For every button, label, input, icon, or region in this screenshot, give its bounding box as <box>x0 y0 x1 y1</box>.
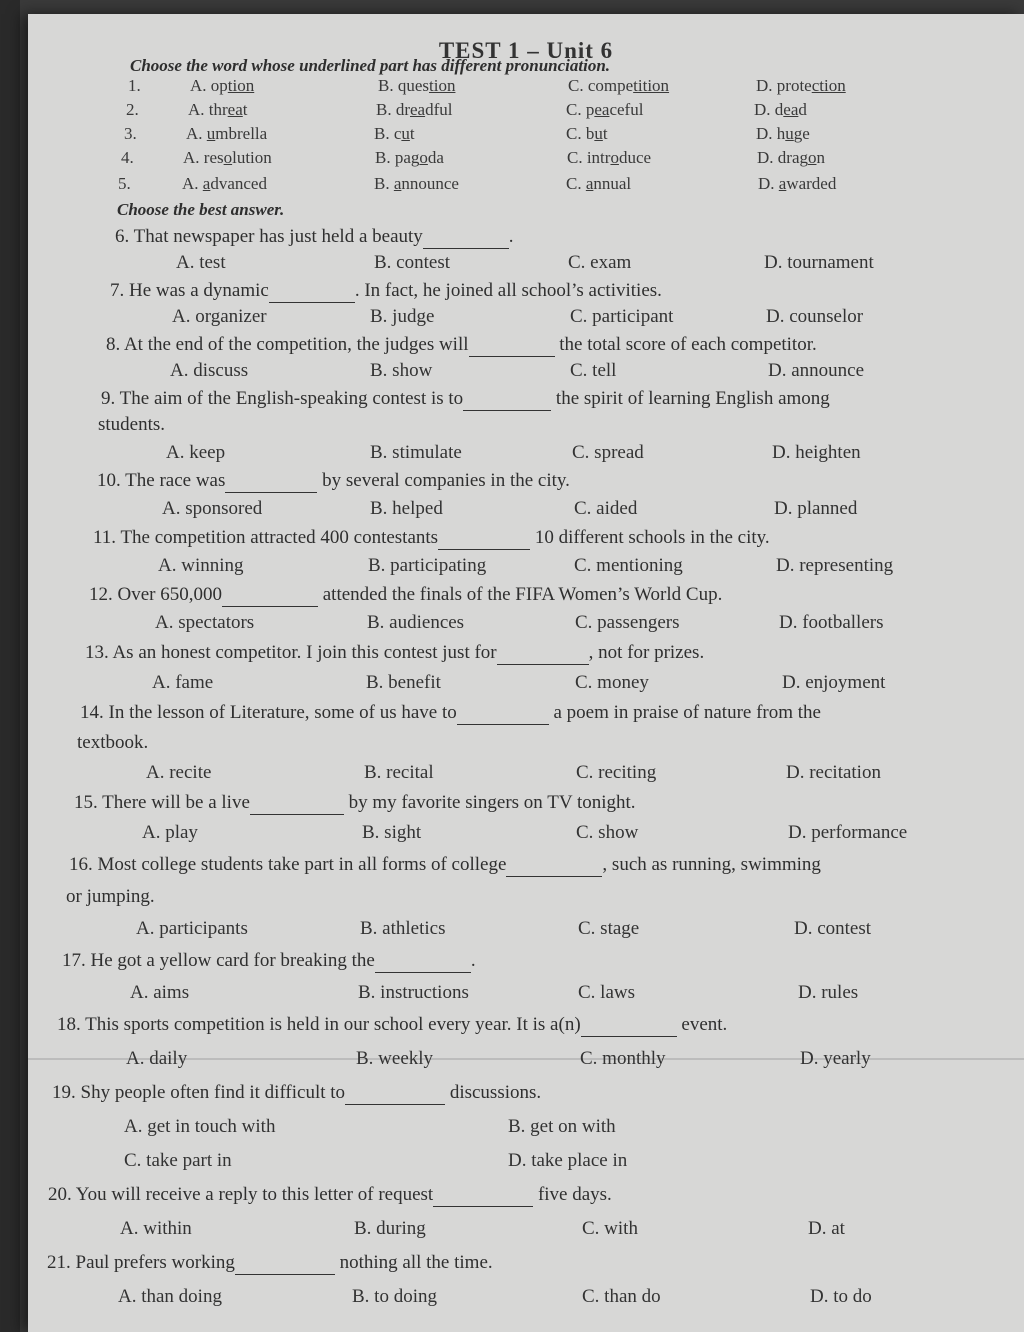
answer-blank[interactable] <box>581 1014 677 1037</box>
pronunciation-item <box>124 124 984 146</box>
answer-option[interactable]: B. during <box>354 1218 426 1239</box>
answer-options <box>120 1218 1020 1242</box>
pronunciation-item <box>128 76 988 98</box>
answer-option[interactable]: D. tournament <box>764 252 874 273</box>
pronunciation-option: A. resolution <box>183 148 272 167</box>
answer-options <box>176 252 1024 276</box>
underlined-part: u <box>401 124 410 143</box>
answer-options <box>155 612 1024 636</box>
answer-option[interactable]: D. heighten <box>772 442 861 463</box>
answer-option[interactable]: B. participating <box>368 555 487 576</box>
answer-option[interactable]: A. play <box>142 822 198 843</box>
answer-options <box>118 1286 1018 1310</box>
answer-option[interactable]: C. money <box>575 672 649 693</box>
item-number: 5. <box>118 174 131 193</box>
pronunciation-item <box>121 148 981 170</box>
question-text-continued: students. <box>98 414 166 435</box>
answer-option[interactable]: A. participants <box>136 918 248 939</box>
answer-options <box>124 1150 1024 1174</box>
answer-option[interactable]: D. footballers <box>779 612 884 633</box>
answer-option[interactable]: B. benefit <box>366 672 441 693</box>
question-text: 6. That newspaper has just held a beauty . <box>115 226 514 247</box>
answer-option[interactable]: D. representing <box>776 555 894 576</box>
answer-blank[interactable] <box>438 527 530 550</box>
question-text: 11. The competition attracted 400 contestants 10 different schools in the city. <box>93 527 770 548</box>
answer-options <box>124 1116 1024 1140</box>
answer-option[interactable]: C. passengers <box>575 612 680 633</box>
item-number: 4. <box>121 148 134 167</box>
pronunciation-option: B. cut <box>374 124 415 143</box>
answer-option[interactable]: B. show <box>370 360 433 381</box>
answer-option[interactable]: D. counselor <box>766 306 864 327</box>
section-best-answer-heading: Choose the best answer. <box>117 200 285 219</box>
underlined-part: o <box>223 148 233 167</box>
answer-option[interactable]: A. daily <box>126 1048 188 1069</box>
answer-option[interactable]: C. than do <box>582 1286 661 1307</box>
answer-option[interactable]: A. test <box>176 252 226 273</box>
underlined-part: ction <box>811 76 846 95</box>
answer-option[interactable]: B. weekly <box>356 1048 434 1069</box>
answer-blank[interactable] <box>497 642 589 665</box>
answer-option[interactable]: D. take place in <box>508 1150 628 1171</box>
section-pronunciation-heading: Choose the word whose underlined part has different pronunciation. <box>130 56 611 75</box>
answer-blank[interactable] <box>469 334 555 357</box>
pronunciation-option: B. question <box>378 76 456 95</box>
answer-options <box>142 822 1024 846</box>
answer-options <box>130 982 1024 1006</box>
answer-option[interactable]: A. sponsored <box>162 498 263 519</box>
answer-options <box>152 672 1024 696</box>
answer-blank[interactable] <box>423 226 509 249</box>
answer-blank[interactable] <box>463 388 551 411</box>
answer-option[interactable]: C. reciting <box>576 762 657 783</box>
underlined-part: a <box>585 174 594 193</box>
pronunciation-item <box>118 174 978 196</box>
answer-blank[interactable] <box>250 792 344 815</box>
underlined-part: tion <box>429 76 456 95</box>
answer-blank[interactable] <box>375 950 471 973</box>
pronunciation-option: D. dragon <box>757 148 825 167</box>
answer-option[interactable]: A. than doing <box>118 1286 222 1307</box>
question-text: 9. The aim of the English-speaking contest is to the spirit of learning English among <box>101 388 830 409</box>
underlined-part: u <box>785 124 794 143</box>
underlined-part: o <box>419 148 428 167</box>
answer-option[interactable]: B. recital <box>364 762 434 783</box>
pronunciation-option: B. dreadful <box>376 100 453 119</box>
answer-option[interactable]: D. yearly <box>800 1048 871 1069</box>
underlined-part: u <box>206 124 216 143</box>
answer-blank[interactable] <box>457 702 549 725</box>
question-text: 13. As an honest competitor. I join this contest just for , not for prizes. <box>85 642 705 663</box>
answer-option[interactable]: A. keep <box>166 442 226 463</box>
answer-option[interactable]: A. recite <box>146 762 212 783</box>
answer-options <box>166 442 1024 466</box>
underlined-part: tion <box>227 76 255 95</box>
answer-option[interactable]: B. get on with <box>508 1116 616 1137</box>
answer-blank[interactable] <box>269 280 355 303</box>
underlined-part: a <box>393 174 402 193</box>
underlined-part: ea <box>783 100 799 119</box>
underlined-part: a <box>778 174 787 193</box>
answer-option[interactable]: B. contest <box>374 252 450 273</box>
pronunciation-option: C. annual <box>566 174 632 193</box>
answer-option[interactable]: D. planned <box>774 498 858 519</box>
answer-blank[interactable] <box>433 1184 533 1207</box>
question-text: 10. The race was by several companies in the city. <box>97 470 570 491</box>
answer-option[interactable]: C. laws <box>578 982 635 1003</box>
answer-option[interactable]: D. enjoyment <box>782 672 886 693</box>
answer-options <box>158 555 1024 579</box>
question-text: 16. Most college students take part in all forms of college , such as running, swimming <box>69 854 821 875</box>
answer-option[interactable]: A. within <box>120 1218 192 1239</box>
pronunciation-option: A. umbrella <box>186 124 268 143</box>
item-number: 1. <box>128 76 141 95</box>
question-text: 7. He was a dynamic . In fact, he joined all school’s activities. <box>110 280 662 301</box>
item-number: 2. <box>126 100 139 119</box>
answer-options <box>162 498 1024 522</box>
answer-option[interactable]: A. winning <box>158 555 244 576</box>
pronunciation-option: D. protection <box>756 76 846 95</box>
question-text: 21. Paul prefers working nothing all the time. <box>47 1252 493 1273</box>
page-shadow-edge <box>0 0 20 1332</box>
underlined-part: u <box>594 124 603 143</box>
answer-option[interactable]: B. athletics <box>360 918 446 939</box>
answer-option[interactable]: B. to doing <box>352 1286 437 1307</box>
answer-option[interactable]: B. judge <box>370 306 435 327</box>
pronunciation-option: D. huge <box>756 124 810 143</box>
answer-option[interactable]: A. aims <box>130 982 190 1003</box>
answer-option[interactable]: D. contest <box>794 918 872 939</box>
answer-option[interactable]: C. aided <box>574 498 638 519</box>
pronunciation-option: B. announce <box>374 174 459 193</box>
answer-option[interactable]: A. fame <box>152 672 214 693</box>
underlined-part: ea <box>594 100 610 119</box>
underlined-part: o <box>807 148 817 167</box>
underlined-part: ea <box>410 100 426 119</box>
answer-option[interactable]: B. sight <box>362 822 422 843</box>
question-text: 8. At the end of the competition, the judges will the total score of each competitor. <box>106 334 817 355</box>
question-text: 14. In the lesson of Literature, some of us have to a poem in praise of nature from the <box>80 702 821 723</box>
question-text: 18. This sports competition is held in our school every year. It is a(n) event. <box>57 1014 728 1035</box>
answer-option[interactable]: D. recitation <box>786 762 881 783</box>
pronunciation-option: C. competition <box>568 76 670 95</box>
answer-options <box>136 918 1024 942</box>
underlined-part: ea <box>227 100 243 119</box>
pronunciation-option: D. dead <box>754 100 807 119</box>
answer-blank[interactable] <box>235 1252 335 1275</box>
answer-option[interactable]: C. take part in <box>124 1150 232 1171</box>
answer-option[interactable]: C. exam <box>568 252 632 273</box>
answer-option[interactable]: C. with <box>582 1218 638 1239</box>
answer-option[interactable]: C. mentioning <box>574 555 683 576</box>
answer-option[interactable]: A. spectators <box>155 612 255 633</box>
answer-options <box>146 762 1024 786</box>
underlined-part: tition <box>633 76 670 95</box>
answer-option[interactable]: C. monthly <box>580 1048 666 1069</box>
question-text: 19. Shy people often find it difficult to discussions. <box>52 1082 542 1103</box>
question-text-continued: or jumping. <box>66 886 155 907</box>
answer-option[interactable]: B. audiences <box>367 612 465 633</box>
pronunciation-option: C. but <box>566 124 608 143</box>
answer-blank[interactable] <box>222 584 318 607</box>
answer-option[interactable]: C. stage <box>578 918 640 939</box>
pronunciation-option: C. introduce <box>567 148 652 167</box>
answer-option[interactable]: C. participant <box>570 306 674 327</box>
answer-option[interactable]: D. performance <box>788 822 908 843</box>
pronunciation-option: B. pagoda <box>375 148 444 167</box>
page-title: TEST 1 – Unit 6 <box>438 38 614 63</box>
answer-option[interactable]: C. show <box>576 822 639 843</box>
question-text: 12. Over 650,000 attended the finals of the FIFA Women’s World Cup. <box>89 584 723 605</box>
answer-option[interactable]: D. rules <box>798 982 859 1003</box>
underlined-part: a <box>202 174 211 193</box>
question-text: 15. There will be a live by my favorite singers on TV tonight. <box>74 792 636 813</box>
answer-options <box>172 306 1024 330</box>
answer-option[interactable]: A. get in touch with <box>124 1116 276 1137</box>
answer-options <box>170 360 1024 384</box>
question-text: 20. You will receive a reply to this letter of request five days. <box>48 1184 612 1205</box>
item-number: 3. <box>124 124 137 143</box>
question-text: 17. He got a yellow card for breaking the . <box>62 950 476 971</box>
answer-option[interactable]: B. instructions <box>358 982 469 1003</box>
answer-option[interactable]: D. announce <box>768 360 865 381</box>
answer-blank[interactable] <box>225 470 317 493</box>
answer-options <box>126 1048 1024 1072</box>
answer-blank[interactable] <box>506 854 602 877</box>
answer-option[interactable]: B. helped <box>370 498 443 519</box>
answer-option[interactable]: B. stimulate <box>370 442 462 463</box>
pronunciation-item <box>126 100 986 122</box>
answer-blank[interactable] <box>345 1082 445 1105</box>
question-text-continued: textbook. <box>77 732 149 753</box>
pronunciation-option: A. option <box>190 76 255 95</box>
answer-option[interactable]: C. spread <box>572 442 644 463</box>
pronunciation-option: C. peaceful <box>566 100 644 119</box>
pronunciation-option: A. threat <box>188 100 248 119</box>
answer-option[interactable]: A. discuss <box>170 360 249 381</box>
underlined-part: o <box>610 148 619 167</box>
answer-option[interactable]: C. tell <box>570 360 617 381</box>
pronunciation-option: A. advanced <box>182 174 267 193</box>
answer-option[interactable]: D. to do <box>810 1286 872 1307</box>
answer-option[interactable]: A. organizer <box>172 306 267 327</box>
answer-option[interactable]: D. at <box>808 1218 845 1239</box>
pronunciation-option: D. awarded <box>758 174 837 193</box>
